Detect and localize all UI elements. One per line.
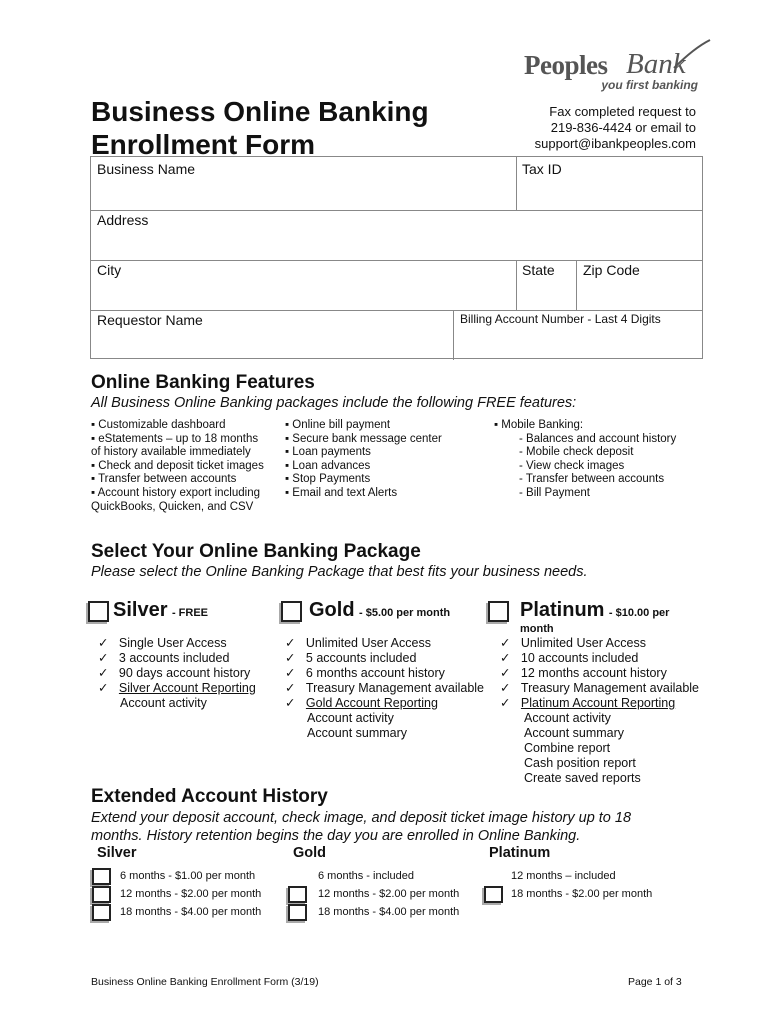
footer-form-name: Business Online Banking Enrollment Form (3/19) — [91, 976, 319, 988]
features-heading: Online Banking Features — [91, 372, 315, 393]
requestor-name-field[interactable]: Requestor Name — [97, 312, 203, 328]
platinum-package-features: ✓ Unlimited User Access ✓ 10 accounts included ✓ 12 months account history ✓ Treasury Management available ✓ Platinum Account Reporting Account activity Account summary Combine report Cash position report Create saved reports — [500, 636, 700, 785]
business-name-field[interactable]: Business Name — [97, 161, 196, 177]
city-field[interactable]: City — [97, 262, 122, 278]
package-heading: Select Your Online Banking Package — [91, 541, 421, 562]
platinum-package-checkbox[interactable] — [488, 601, 509, 622]
footer-page-number: Page 1 of 3 — [628, 976, 682, 988]
enrollment-form — [90, 156, 703, 359]
silver-6mo-checkbox[interactable] — [92, 868, 111, 885]
logo-name-script: Bank — [626, 48, 686, 80]
gold-18mo-checkbox[interactable] — [288, 904, 307, 921]
tax-id-field[interactable]: Tax ID — [522, 161, 562, 177]
extended-subtitle: Extend your deposit account, check image, and deposit ticket image history up to 18 months. History retention begins the day you are enrolled in Online Banking. — [91, 810, 632, 844]
billing-account-field[interactable]: Billing Account Number - Last 4 Digits — [460, 312, 661, 326]
silver-package-features: ✓ Single User Access ✓ 3 accounts included ✓ 90 days account history ✓ Silver Account Reporting Account activity — [98, 636, 256, 710]
gold-extended-options: 6 months - included 12 months - $2.00 per month 18 months - $4.00 per month — [318, 870, 460, 918]
features-list-col1: ▪ Customizable dashboard ▪ eStatements – up to 18 months of history available immediately ▪ Check and deposit ticket images ▪ Transfer between accounts ▪ Account history export including QuickBooks, Quicken, and CSV — [91, 419, 264, 513]
extended-heading: Extended Account History — [91, 786, 328, 807]
platinum-package-title: Platinum - $10.00 per — [520, 599, 670, 621]
platinum-package-price-cont: month — [520, 623, 554, 635]
gold-package-title: Gold - $5.00 per month — [309, 599, 451, 621]
extended-platinum-label: Platinum — [489, 845, 551, 861]
platinum-18mo-checkbox[interactable] — [484, 886, 503, 903]
page-title: Business Online Banking Enrollment Form — [91, 96, 429, 160]
gold-package-checkbox[interactable] — [281, 601, 302, 622]
gold-12mo-checkbox[interactable] — [288, 886, 307, 903]
features-subtitle: All Business Online Banking packages include the following FREE features: — [91, 395, 577, 411]
features-list-col3: ▪ Mobile Banking: - Balances and account history - Mobile check deposit - View check images - Transfer between accounts - Bill Payment — [494, 419, 677, 499]
logo-tagline: you first banking — [601, 78, 698, 92]
peoples-bank-logo — [522, 38, 712, 94]
silver-package-checkbox[interactable] — [88, 601, 109, 622]
package-subtitle: Please select the Online Banking Package that best fits your business needs. — [91, 564, 588, 580]
logo-name-bold: Peoples — [524, 50, 608, 80]
gold-package-features: ✓ Unlimited User Access ✓ 5 accounts included ✓ 6 months account history ✓ Treasury Management available ✓ Gold Account Reporting Account activity Account summary — [285, 636, 485, 740]
fax-instructions: Fax completed request to 219-836-4424 or email to support@ibankpeoples.com — [534, 104, 696, 151]
address-field[interactable]: Address — [97, 212, 149, 228]
features-list-col2: ▪ Online bill payment ▪ Secure bank message center ▪ Loan payments ▪ Loan advances ▪ Stop Payments ▪ Email and text Alerts — [285, 419, 442, 499]
extended-silver-label: Silver — [97, 845, 137, 861]
silver-package-title: Silver - FREE — [113, 599, 208, 621]
platinum-extended-options: 12 months – included 18 months - $2.00 per month — [511, 870, 653, 900]
silver-18mo-checkbox[interactable] — [92, 904, 111, 921]
silver-12mo-checkbox[interactable] — [92, 886, 111, 903]
zip-code-field[interactable]: Zip Code — [583, 262, 640, 278]
extended-gold-label: Gold — [293, 845, 327, 861]
silver-extended-options: 6 months - $1.00 per month 12 months - $2.00 per month 18 months - $4.00 per month — [120, 870, 262, 918]
state-field[interactable]: State — [522, 262, 555, 278]
